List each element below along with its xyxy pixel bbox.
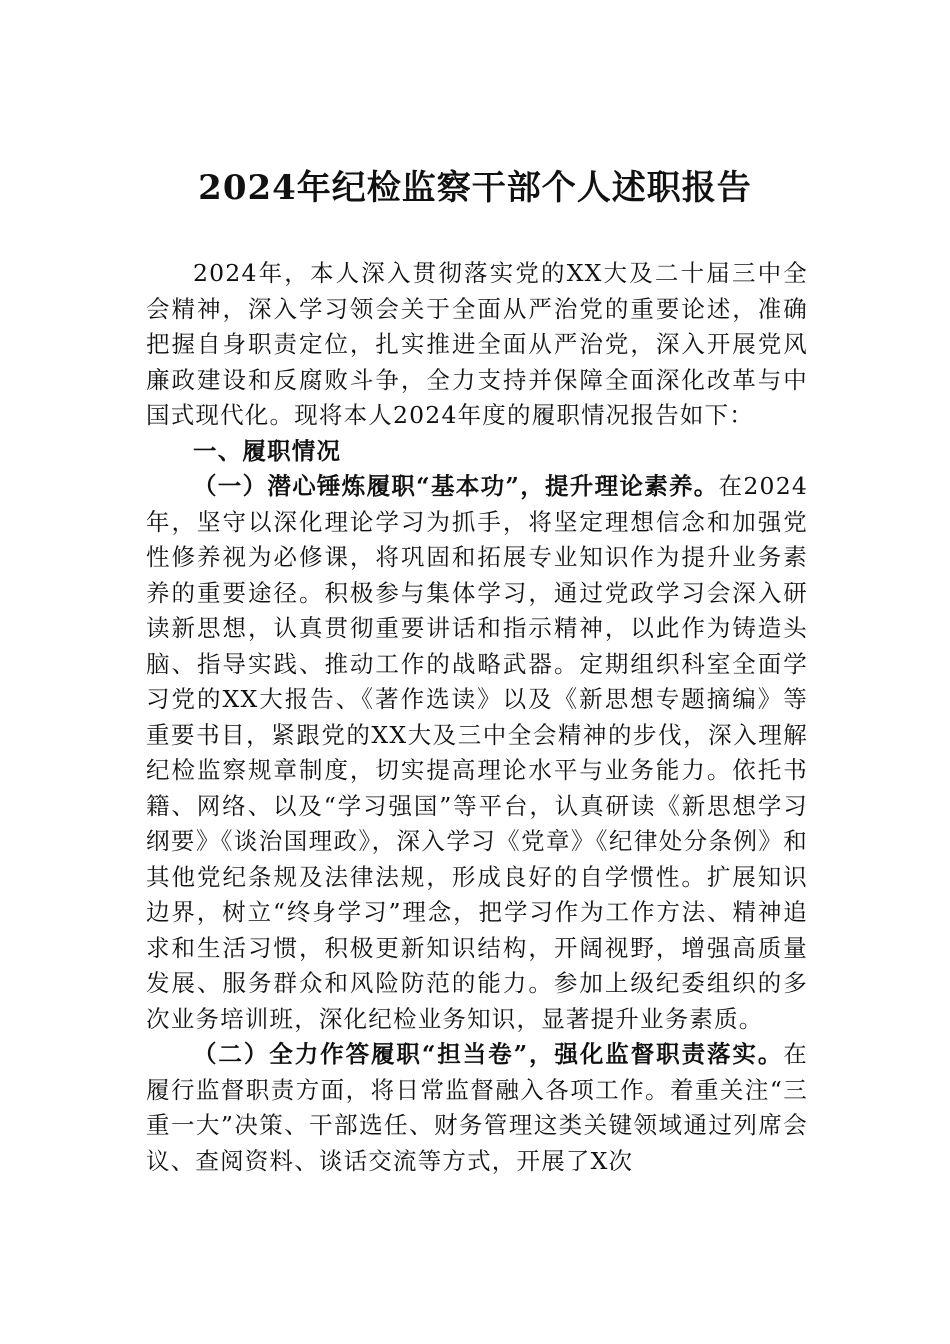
subsection-2-text: 在履行监督职责方面，将日常监督融入各项工作。着重关注“三重一大”决策、干部选任、财务管理这类关键领域通过列席会议、查阅资料、谈话交流等方式，开展了X次 xyxy=(146,1040,808,1175)
document-body xyxy=(146,256,808,1179)
document-title: 2024年纪检监察干部个人述职报告 xyxy=(198,168,752,208)
section-heading: 一、履职情况 xyxy=(193,436,342,465)
subsection-2-paragraph xyxy=(146,1037,808,1179)
subsection-1-paragraph xyxy=(146,469,808,1037)
subsection-1-lead: （一）潜心锤炼履职“基本功”，提升理论素养。 xyxy=(193,472,719,500)
intro-paragraph: 2024年，本人深入贯彻落实党的XX大及二十届三中全会精神，深入学习领会关于全面从严治党的重要论述，准确把握自身职责定位，扎实推进全面从严治党，深入开展党风廉政建设和反腐败斗争，全力支持并保障全面深化改革与中国式现代化。现将本人2024年度的履职情况报告如下： xyxy=(146,259,808,429)
subsection-2-lead: （二）全力作答履职“担当卷”，强化监督职责落实。 xyxy=(193,1040,784,1068)
subsection-1-text: 在2024年，坚守以深化理论学习为抓手，将坚定理想信念和加强党性修养视为必修课，将巩固和拓展专业知识作为提升业务素养的重要途径。积极参与集体学习，通过党政学习会深入研读新思想，认真贯彻重要讲话和指示精神，以此作为铸造头脑、指导实践、推动工作的战略武器。定期组织科室全面学习党的XX大报告、《著作选读》以及《新思想专题摘编》等重要书目，紧跟党的XX大及三中全会精神的步伐，深入理解纪检监察规章制度，切实提高理论水平与业务能力。依托书籍、网络、以及“学习强国”等平台，认真研读《新思想学习纲要》《谈治国理政》，深入学习《党章》《纪律处分条例》和其他党纪条规及法律法规，形成良好的自学惯性。扩展知识边界，树立“终身学习”理念，把学习作为工作方法、精神追求和生活习惯，积极更新知识结构，开阔视野，增强高质量发展、服务群众和风险防范的能力。参加上级纪委组织的多次业务培训班，深化纪检业务知识，显著提升业务素质。 xyxy=(146,472,808,1033)
